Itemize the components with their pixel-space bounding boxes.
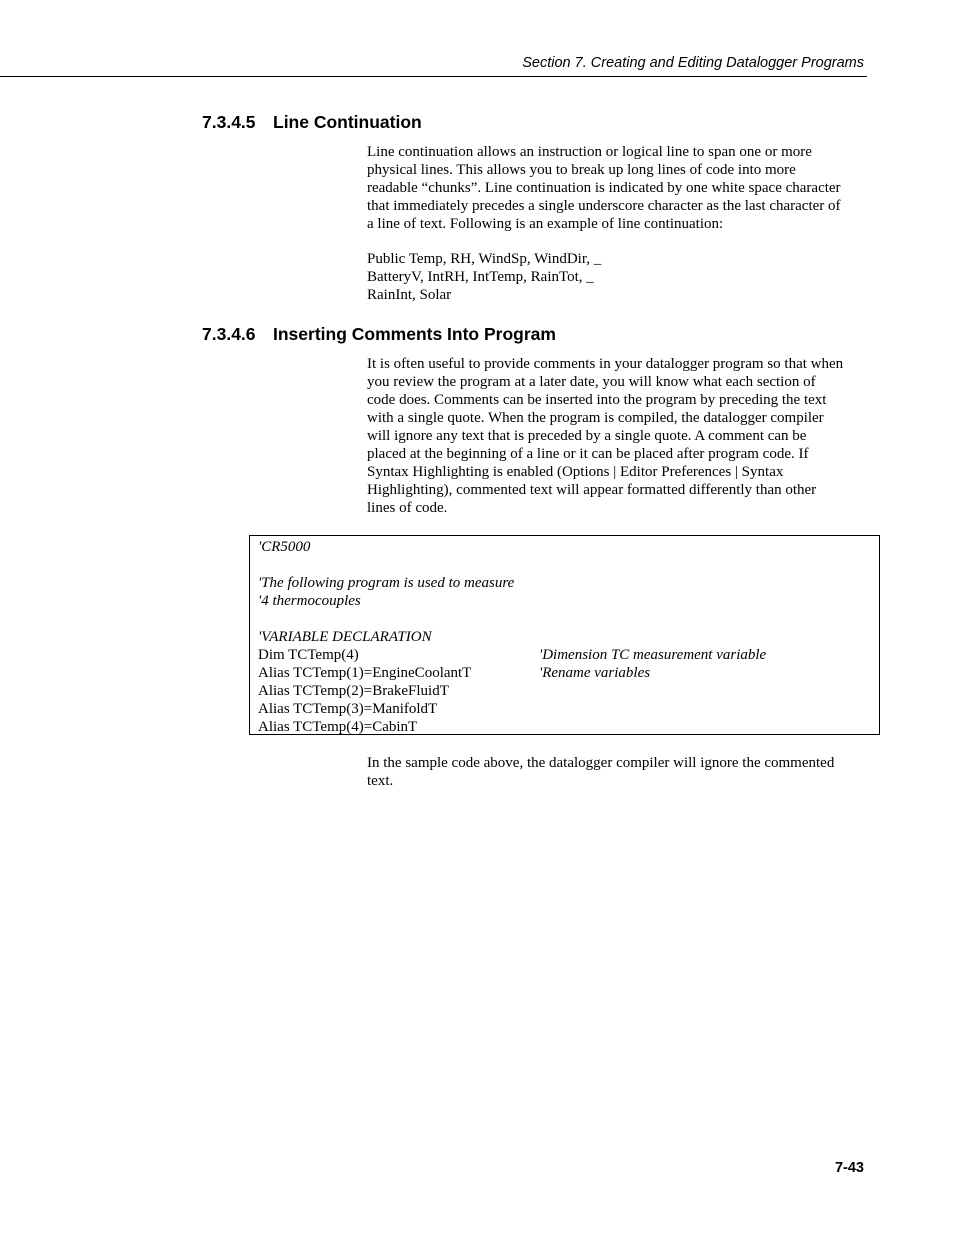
code-row <box>258 610 514 628</box>
paragraph-line: It is often useful to provide comments in your datalogger program so that when <box>367 356 844 372</box>
paragraph-line: that immediately precedes a single underscore character as the last character of <box>367 198 841 214</box>
section-title: Inserting Comments Into Program <box>273 324 556 344</box>
section-title: Line Continuation <box>273 112 422 132</box>
inline-comment: 'Dimension TC measurement variable <box>539 647 767 663</box>
code-sample-box <box>249 535 880 735</box>
code-text: Alias TCTemp(4)=CabinT <box>258 719 418 735</box>
code-row <box>258 538 514 556</box>
code-listing <box>258 538 767 736</box>
running-header: Section 7. Creating and Editing Datalogger Programs <box>522 55 864 71</box>
paragraph-line: you review the program at a later date, you will know what each section of <box>367 374 816 390</box>
code-text: Alias TCTemp(1)=EngineCoolantT <box>258 665 472 681</box>
paragraph-line: physical lines. This allows you to break up long lines of code into more <box>367 162 796 178</box>
line-continuation-example <box>367 250 865 304</box>
example-line: Public Temp, RH, WindSp, WindDir, _ <box>367 251 602 267</box>
paragraph-line: Highlighting), commented text will appear formatted differently than other <box>367 482 817 498</box>
code-text: Dim TCTemp(4) <box>258 647 359 663</box>
code-row <box>258 592 514 610</box>
header-rule <box>0 76 867 77</box>
inline-comment: 'Rename variables <box>539 665 651 681</box>
comments-paragraph <box>367 355 865 517</box>
paragraph-line: In the sample code above, the datalogger compiler will ignore the commented <box>367 755 835 771</box>
paragraph-line: placed at the beginning of a line or it can be placed after program code. If <box>367 446 809 462</box>
paragraph-line: text. <box>367 773 394 789</box>
paragraph-line: Line continuation allows an instruction or logical line to span one or more <box>367 144 812 160</box>
paragraph-line: Syntax Highlighting is enabled (Options | Editor Preferences | Syntax <box>367 464 784 480</box>
code-row <box>258 700 514 718</box>
section-heading-line-continuation <box>202 112 422 133</box>
section-number: 7.3.4.6 <box>202 324 256 344</box>
paragraph-line: lines of code. <box>367 500 448 516</box>
paragraph-line: will ignore any text that is preceded by a single quote. A comment can be <box>367 428 807 444</box>
code-row <box>258 574 514 592</box>
code-text: Alias TCTemp(2)=BrakeFluidT <box>258 683 449 699</box>
page-number: 7-43 <box>834 1160 864 1176</box>
code-comment: 'The following program is used to measure <box>258 575 515 591</box>
code-comment: 'CR5000 <box>258 539 311 555</box>
paragraph-line: with a single quote. When the program is compiled, the datalogger compiler <box>367 410 824 426</box>
code-row <box>258 718 514 736</box>
code-row <box>258 682 514 700</box>
paragraph-line: readable “chunks”. Line continuation is indicated by one white space character <box>367 180 841 196</box>
code-row <box>258 664 651 682</box>
section-heading-inserting-comments <box>202 324 556 345</box>
code-row <box>258 628 514 646</box>
paragraph-line: code does. Comments can be inserted into the program by preceding the text <box>367 392 827 408</box>
code-comment: '4 thermocouples <box>258 593 361 609</box>
code-text: Alias TCTemp(3)=ManifoldT <box>258 701 438 717</box>
code-comment: 'VARIABLE DECLARATION <box>258 629 432 645</box>
paragraph-line: a line of text. Following is an example of line continuation: <box>367 216 724 232</box>
after-code-paragraph <box>367 754 865 790</box>
example-line: RainInt, Solar <box>367 287 452 303</box>
section-number: 7.3.4.5 <box>202 112 256 132</box>
line-continuation-paragraph <box>367 143 865 233</box>
code-row <box>258 646 767 664</box>
code-row <box>258 556 514 574</box>
example-line: BatteryV, IntRH, IntTemp, RainTot, _ <box>367 269 594 285</box>
